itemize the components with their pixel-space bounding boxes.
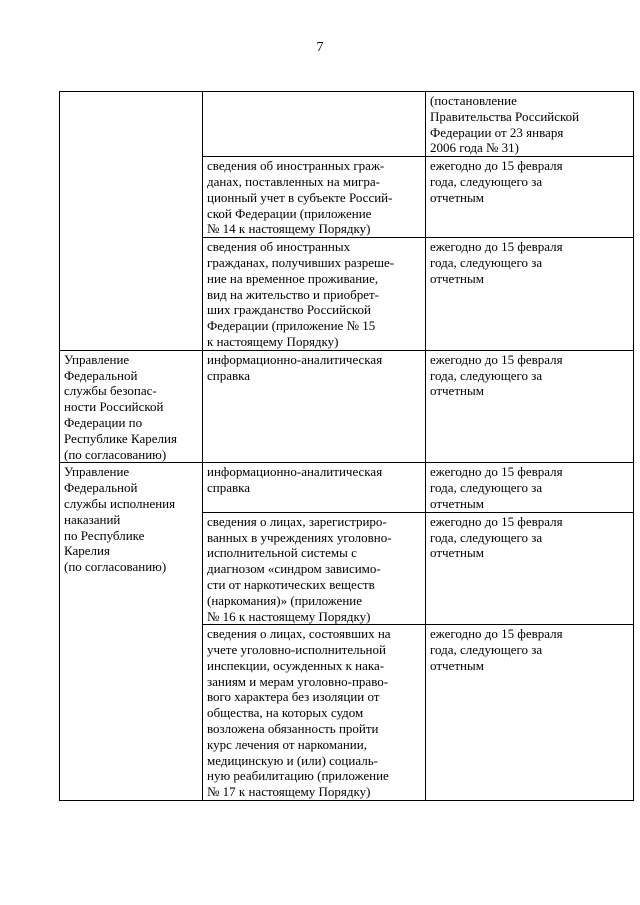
table-row (60, 463, 634, 512)
deadline-line: ежегодно до 15 февраля (430, 513, 563, 529)
report-description-line: диагнозом «синдром зависимо- (207, 561, 381, 577)
deadline-line: ежегодно до 15 февраля (430, 626, 563, 642)
report-description-line: информационно-аналитическая (207, 351, 383, 367)
report-description-cell (203, 512, 426, 625)
report-description-cell (203, 350, 426, 463)
organization-line: Федеральной (64, 480, 138, 496)
report-description-line: сти от наркотических веществ (207, 576, 375, 592)
organization-line: (по согласованию) (64, 446, 167, 462)
deadline-line: Федерации от 23 января (430, 124, 564, 140)
report-description-line: медицинскую и (или) социаль- (207, 752, 378, 768)
organization-cell (60, 350, 203, 463)
report-description-line: исполнительной системы с (207, 545, 357, 561)
deadline-line: года, следующего за (430, 367, 543, 383)
organization-cell (60, 463, 203, 801)
deadline-cell (426, 625, 634, 801)
report-description-cell (203, 625, 426, 801)
report-description-cell (203, 157, 426, 238)
report-description-cell (203, 463, 426, 512)
report-description-cell (203, 238, 426, 351)
deadline-line: ежегодно до 15 февраля (430, 239, 563, 255)
deadline-line: (постановление (430, 93, 517, 108)
report-description-line: гражданах, получивших разреше- (207, 254, 395, 270)
organization-line: Республике Карелия (64, 430, 177, 446)
deadline-line: отчетным (430, 657, 484, 673)
deadline-line: ежегодно до 15 февраля (430, 158, 563, 174)
report-description-line: ние на временное проживание, (207, 270, 379, 286)
deadline-cell (426, 238, 634, 351)
deadline-line: отчетным (430, 495, 484, 511)
report-description-line: информационно-аналитическая (207, 464, 383, 480)
report-description-line: общества, на которых судом (207, 705, 364, 721)
deadline-line: 2006 года № 31) (430, 140, 520, 156)
report-description-line: № 16 к настоящему Порядку) (207, 608, 371, 624)
report-description-line: сведения о лицах, зарегистриро- (207, 513, 387, 529)
report-description-line: ную реабилитацию (приложение (207, 768, 389, 784)
page-number: 7 (316, 40, 324, 55)
organization-line: службы исполнения (64, 495, 176, 511)
report-description-line: ционный учет в субъекте Россий- (207, 189, 393, 205)
deadline-line: отчетным (430, 189, 484, 205)
report-description-line: данах, поставленных на мигра- (207, 173, 380, 189)
report-description-line: инспекции, осужденных к нака- (207, 657, 385, 673)
deadline-cell (426, 350, 634, 463)
deadline-line: Правительства Российской (430, 108, 580, 124)
organization-line: Федеральной (64, 367, 138, 383)
report-description-line: справка (207, 480, 251, 496)
deadline-cell (426, 463, 634, 512)
report-description-line: вид на жительство и приобрет- (207, 286, 380, 302)
reporting-table (59, 91, 634, 801)
deadline-cell (426, 512, 634, 625)
organization-line: (по согласованию) (64, 559, 167, 575)
deadline-line: ежегодно до 15 февраля (430, 464, 563, 480)
report-description-line: к настоящему Порядку) (207, 333, 339, 349)
deadline-line: ежегодно до 15 февраля (430, 351, 563, 367)
organization-line: Карелия (64, 543, 110, 559)
table-row (60, 350, 634, 463)
report-description-line: сведения об иностранных (207, 239, 351, 255)
deadline-line: года, следующего за (430, 642, 543, 658)
table-row (60, 92, 634, 157)
deadline-line: года, следующего за (430, 254, 543, 270)
report-description-line: (наркомания)» (приложение (207, 592, 363, 608)
deadline-line: года, следующего за (430, 529, 543, 545)
reporting-table-body (60, 92, 634, 801)
report-description-cell (203, 92, 426, 157)
deadline-line: отчетным (430, 270, 484, 286)
report-description-line: учете уголовно-исполнительной (207, 642, 386, 658)
organization-line: по Республике (64, 527, 145, 543)
report-description-line: вого характера без изоляции от (207, 689, 380, 705)
report-description-line: № 14 к настоящему Порядку) (207, 221, 371, 237)
organization-line: Федерации по (64, 414, 143, 430)
deadline-line: отчетным (430, 545, 484, 561)
organization-line: Управление (64, 351, 130, 367)
deadline-cell (426, 92, 634, 157)
report-description-line: сведения об иностранных граж- (207, 158, 385, 174)
organization-line: Управление (64, 464, 130, 480)
report-description-line: курс лечения от наркомании, (207, 736, 367, 752)
report-description-line: ших гражданство Российской (207, 302, 371, 318)
report-description-line: возложена обязанность пройти (207, 721, 379, 737)
organization-line: наказаний (64, 511, 121, 527)
report-description-line: сведения о лицах, состоявших на (207, 626, 391, 642)
organization-line: службы безопас- (64, 383, 157, 399)
report-description-line: справка (207, 367, 251, 383)
report-description-line: ванных в учреждениях уголовно- (207, 529, 392, 545)
deadline-line: года, следующего за (430, 173, 543, 189)
report-description-line: Федерации (приложение № 15 (207, 318, 376, 334)
report-description-line: № 17 к настоящему Порядку) (207, 784, 371, 800)
deadline-cell (426, 157, 634, 238)
deadline-line: года, следующего за (430, 480, 543, 496)
deadline-line: отчетным (430, 383, 484, 399)
report-description-line: ской Федерации (приложение (207, 205, 372, 221)
organization-cell (60, 92, 203, 351)
organization-line: ности Российской (64, 399, 164, 415)
report-description-line: заниям и мерам уголовно-право- (207, 673, 389, 689)
